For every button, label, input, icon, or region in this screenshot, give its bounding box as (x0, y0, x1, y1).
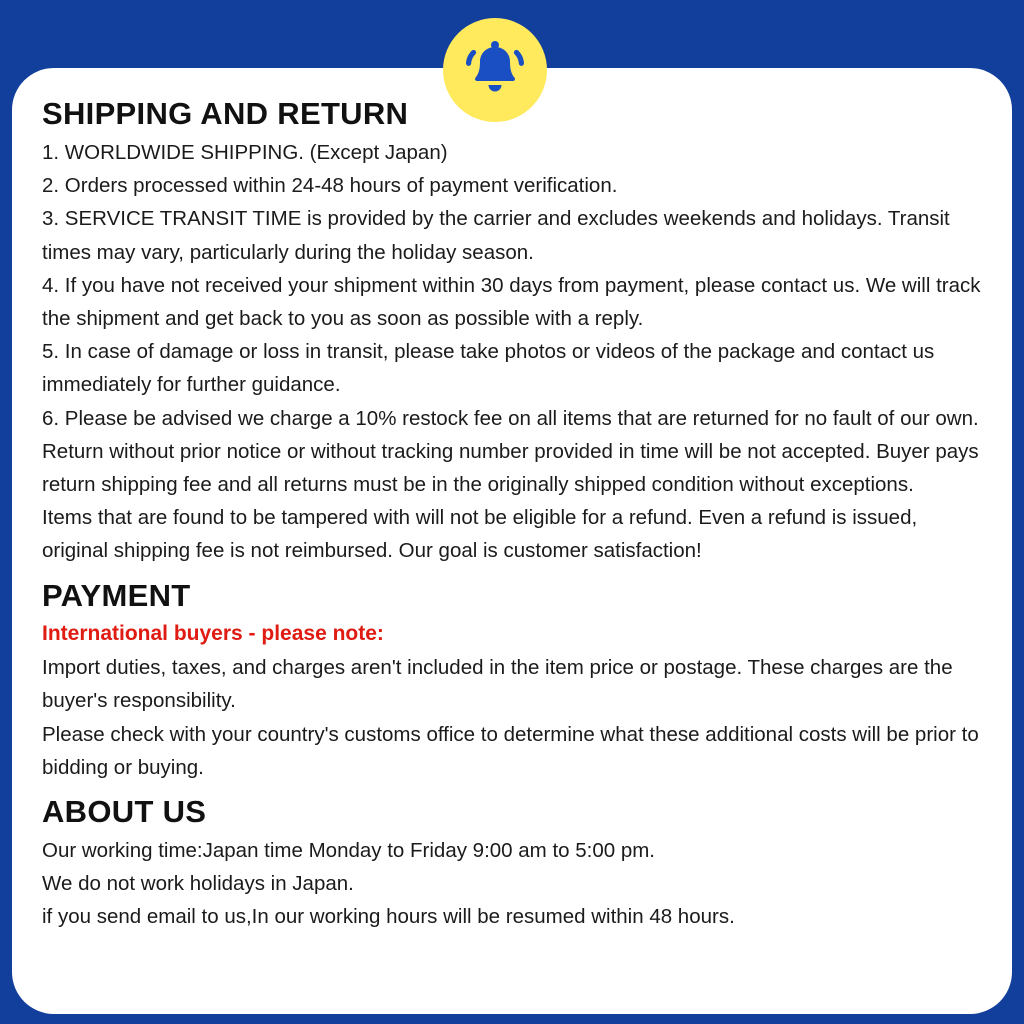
shipping-line: Items that are found to be tampered with will not be eligible for a refund. Even a refund is issued, original shipping fee is not reimbursed. Our goal is customer satisfaction! (42, 506, 918, 563)
bell-badge (443, 18, 547, 122)
shipping-lines (42, 136, 982, 568)
bell-icon (464, 40, 526, 100)
shipping-line: 6. Please be advised we charge a 10% restock fee on all items that are returned for no fault of our own. Return without prior notice or without tracking number provided in time will be not accepted. Buyer pays return shipping fee and all returns must be in the originally shipped condition without exceptions. (42, 406, 979, 497)
about-line: We do not work holidays in Japan. (42, 872, 354, 896)
payment-section-title: PAYMENT (42, 577, 191, 613)
shipping-section-title: SHIPPING AND RETURN (42, 96, 409, 131)
about-line: if you send email to us,In our working hours will be resumed within 48 hours. (42, 905, 735, 929)
shipping-line: 4. If you have not received your shipment within 30 days from payment, please contact us. We will track the shipment and get back to you as soon as possible with a reply. (42, 273, 981, 331)
content-card (12, 68, 1012, 1014)
about-lines (42, 834, 982, 934)
shipping-line: 2. Orders processed within 24-48 hours of payment verification. (42, 174, 618, 198)
payment-line: Import duties, taxes, and charges aren't included in the item price or postage. These charges are the buyer's responsibility. (42, 656, 953, 713)
shipping-line: 5. In case of damage or loss in transit, please take photos or videos of the package and contact us immediately for further guidance. (42, 340, 935, 397)
payment-note: International buyers - please note: (42, 621, 384, 645)
about-section-title: ABOUT US (42, 793, 207, 829)
payment-lines (42, 651, 982, 784)
shipping-line: 1. WORLDWIDE SHIPPING. (Except Japan) (42, 141, 448, 164)
payment-line: Please check with your country's customs office to determine what these additional costs will be prior to bidding or buying. (42, 722, 979, 779)
shipping-line: 3. SERVICE TRANSIT TIME is provided by the carrier and excludes weekends and holidays. Transit times may vary, particularly during the holiday season. (42, 207, 950, 264)
about-line: Our working time:Japan time Monday to Friday 9:00 am to 5:00 pm. (42, 838, 655, 862)
